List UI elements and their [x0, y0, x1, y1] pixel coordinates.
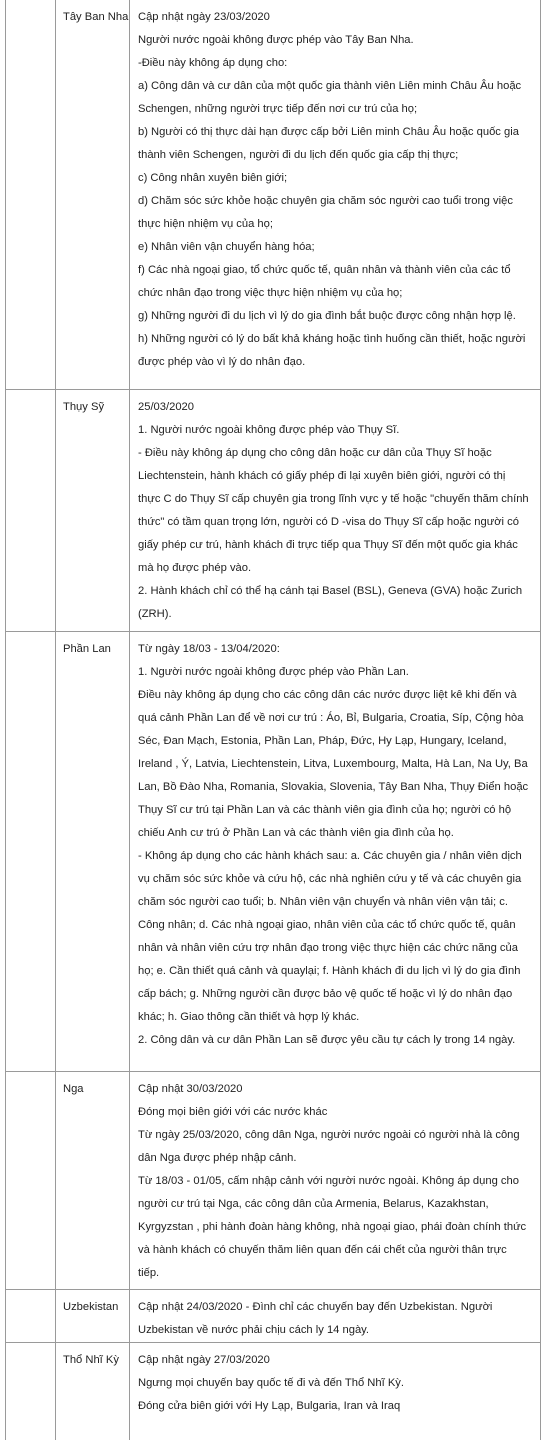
info-line: và hành khách có chuyến thăm liên quan đến cái chết của người thân trực	[138, 1244, 507, 1256]
info-line: Cập nhật ngày 23/03/2020	[138, 11, 270, 23]
info-line: dân Nga được phép nhập cảnh.	[138, 1152, 297, 1164]
info-line: 1. Người nước ngoài không được phép vào Thụy Sĩ.	[138, 424, 400, 436]
info-line: c) Công nhân xuyên biên giới;	[138, 172, 288, 184]
info-line: Liechtenstein, hành khách có giấy phép đi lại xuyên biên giới, người có thị	[138, 470, 506, 482]
blank-cell	[6, 390, 56, 631]
info-line: được phép vào vì lý do nhân đạo.	[138, 356, 306, 368]
info-line: chiếu Anh cư trú ở Phần Lan và các thành viên gia đình của họ.	[138, 827, 454, 839]
info-line: Từ ngày 18/03 - 13/04/2020:	[138, 643, 280, 655]
row-finland	[6, 632, 540, 1072]
info-line: - Điều này không áp dụng cho công dân hoặc cư dân của Thụy Sĩ hoặc	[138, 447, 492, 459]
info-line: 2. Hành khách chỉ có thể hạ cánh tại Basel (BSL), Geneva (GVA) hoặc Zurich	[138, 585, 523, 597]
country-cell: Thổ Nhĩ Kỳ	[56, 1343, 130, 1440]
info-line: quá cảnh Phần Lan để về nơi cư trú : Áo, Bỉ, Bulgaria, Croatia, Síp, Cộng hòa	[138, 712, 524, 724]
info-line: nhân và nhân viên cứu trợ nhân đạo trong việc thực hiện các chức năng của	[138, 942, 518, 954]
blank-cell	[6, 1290, 56, 1342]
info-line: 25/03/2020	[138, 401, 194, 413]
info-line: Kyrgyzstan , phi hành đoàn hàng không, nhà ngoại giao, phái đoàn chính thức	[138, 1221, 527, 1233]
info-line: - Không áp dụng cho các hành khách sau: a. Các chuyên gia / nhân viên dịch	[138, 850, 522, 862]
info-line: Cập nhật ngày 27/03/2020	[138, 1354, 270, 1366]
info-line: Cập nhật 30/03/2020	[138, 1083, 243, 1095]
info-line: cấp bách; g. Những người cần được bảo vệ quốc tế hoặc vì lý do nhân đạo	[138, 988, 513, 1000]
info-cell	[131, 1072, 540, 1289]
info-line: Thụy Sĩ cư trú tại Phần Lan và các thành viên gia đình của họ; người có hộ	[138, 804, 512, 816]
info-line: tiếp.	[138, 1267, 160, 1279]
info-cell	[131, 0, 540, 389]
info-line: Ngưng mọi chuyến bay quốc tế đi và đến Thổ Nhĩ Kỳ.	[138, 1377, 404, 1389]
info-line: (ZRH).	[138, 608, 172, 620]
info-line: Cập nhật 24/03/2020 - Đình chỉ các chuyến bay đến Uzbekistan. Người	[138, 1301, 493, 1313]
info-line: d) Chăm sóc sức khỏe hoặc chuyên gia chăm sóc người cao tuổi trong việc	[138, 195, 513, 207]
info-cell	[131, 1343, 540, 1440]
info-line: Đóng cửa biên giới với Hy Lạp, Bulgaria, Iran và Iraq	[138, 1400, 401, 1412]
info-line: Đóng mọi biên giới với các nước khác	[138, 1106, 328, 1118]
info-line: vụ chăm sóc sức khỏe và cứu hộ, các nhà nghiên cứu y tế và các chuyên gia	[138, 873, 522, 885]
info-line: chăm sóc người cao tuổi; b. Nhân viên vận chuyển và nhân viên vận tải; c.	[138, 896, 508, 908]
info-line: Ireland , Ý, Latvia, Liechtenstein, Litva, Luxembourg, Malta, Hà Lan, Na Uy, Ba	[138, 758, 528, 770]
info-line: 1. Người nước ngoài không được phép vào Phần Lan.	[138, 666, 409, 678]
row-turkey	[6, 1343, 540, 1440]
blank-cell	[6, 1343, 56, 1440]
info-line: Séc, Đan Mạch, Estonia, Phần Lan, Pháp, Đức, Hy Lạp, Hungary, Iceland,	[138, 735, 507, 747]
info-line: người cư trú tại Nga, các công dân của Armenia, Belarus, Kazakhstan,	[138, 1198, 489, 1210]
blank-cell	[6, 1072, 56, 1289]
info-line: giấy phép cư trú, hành khách đi trực tiếp qua Thụy Sĩ đến một quốc gia khác	[138, 539, 518, 551]
info-line: Người nước ngoài không được phép vào Tây Ban Nha.	[138, 34, 414, 46]
info-line: khác; h. Giao thông cần thiết và hợp lý khác.	[138, 1011, 360, 1023]
info-line: Từ ngày 25/03/2020, công dân Nga, người nước ngoài có người nhà là công	[138, 1129, 520, 1141]
info-line: Uzbekistan về nước phải chịu cách ly 14 ngày.	[138, 1324, 370, 1336]
info-line: chức nhân đạo trong việc thực hiện nhiệm vụ của họ;	[138, 287, 403, 299]
info-line: e) Nhân viên vận chuyển hàng hóa;	[138, 241, 315, 253]
info-line: 2. Công dân và cư dân Phần Lan sẽ được yêu cầu tự cách ly trong 14 ngày.	[138, 1034, 516, 1046]
row-switzerland	[6, 390, 540, 632]
country-cell: Tây Ban Nha	[56, 0, 130, 389]
country-cell: Nga	[56, 1072, 130, 1289]
info-cell	[131, 1290, 540, 1342]
blank-cell	[6, 632, 56, 1071]
info-line: thức" có tầm quan trọng lớn, người có D -visa do Thụy Sĩ cấp hoặc người có	[138, 516, 519, 528]
info-line: Schengen, những người trực tiếp đến nơi cư trú của họ;	[138, 103, 418, 115]
info-line: a) Công dân và cư dân của một quốc gia thành viên Liên minh Châu Âu hoặc	[138, 80, 522, 92]
info-line: thực hiện nhiệm vụ của họ;	[138, 218, 273, 230]
info-line: họ; e. Cần thiết quá cảnh và quaylại; f. Hành khách đi du lịch vì lý do gia đình	[138, 965, 521, 977]
info-line: thực C do Thụy Sĩ cấp chuyên gia trong lĩnh vực y tế hoặc "chuyến thăm chính	[138, 493, 529, 505]
country-cell: Uzbekistan	[56, 1290, 130, 1342]
info-cell	[131, 390, 540, 631]
row-uzbekistan	[6, 1290, 540, 1343]
info-line: b) Người có thị thực dài hạn được cấp bởi Liên minh Châu Âu hoặc quốc gia	[138, 126, 519, 138]
row-russia	[6, 1072, 540, 1290]
country-cell: Thụy Sỹ	[56, 390, 130, 631]
blank-cell	[6, 0, 56, 389]
travel-restrictions-table	[5, 0, 541, 1440]
info-line: -Điều này không áp dụng cho:	[138, 57, 288, 69]
info-line: Từ 18/03 - 01/05, cấm nhập cảnh với người nước ngoài. Không áp dụng cho	[138, 1175, 519, 1187]
info-line: Điều này không áp dụng cho các công dân các nước được liệt kê khi đến và	[138, 689, 517, 701]
info-line: f) Các nhà ngoại giao, tổ chức quốc tế, quân nhân và thành viên của các tổ	[138, 264, 511, 276]
row-spain	[6, 0, 540, 390]
info-line: Công nhân; d. Các nhà ngoại giao, nhân viên của các tổ chức quốc tế, quân	[138, 919, 516, 931]
info-line: thành viên Schengen, người đi du lịch đến quốc gia cấp thị thực;	[138, 149, 459, 161]
country-cell: Phần Lan	[56, 632, 130, 1071]
info-line: mà họ được phép vào.	[138, 562, 252, 574]
info-line: g) Những người đi du lịch vì lý do gia đình bắt buộc được công nhận hợp lệ.	[138, 310, 516, 322]
info-line: Lan, Bồ Đào Nha, Romania, Slovakia, Slovenia, Tây Ban Nha, Thụy Điển hoặc	[138, 781, 529, 793]
info-line: h) Những người có lý do bất khả kháng hoặc tình huống cần thiết, hoặc người	[138, 333, 526, 345]
info-cell	[131, 632, 540, 1071]
